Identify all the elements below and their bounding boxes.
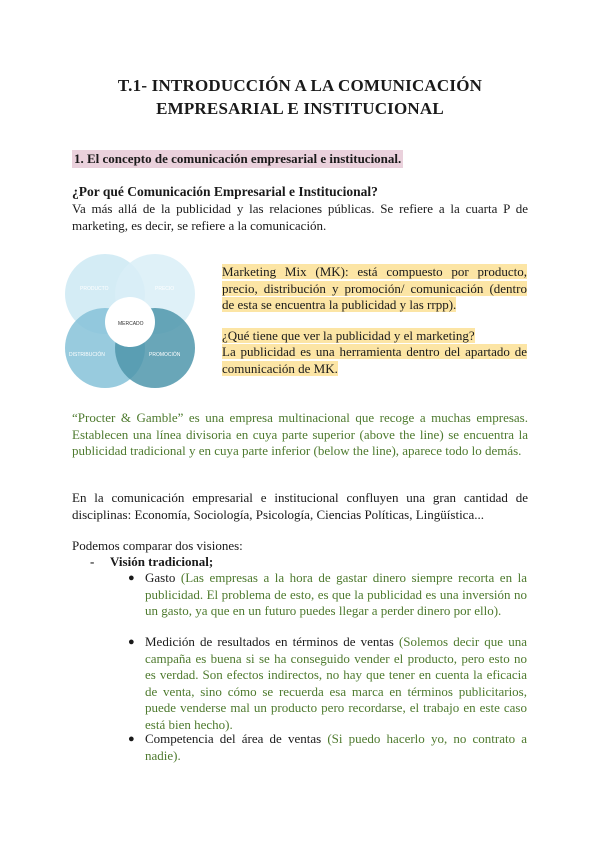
bullet-icon: ● [128, 572, 135, 584]
procter-gamble-paragraph: “Procter & Gamble” es una empresa multinacional que recoge a muchas empresas. Establecen una línea divisoria en cuya parte superior (above the line) se encuentra la publicidad tradicional y en cuya parte inferior (below the line), aparece todo lo demás. [72, 410, 528, 458]
mk-question: ¿Qué tiene que ver la publicidad y el marketing? [222, 327, 475, 343]
venn-label-promotion: PROMOCIÓN [149, 352, 181, 358]
document-title-line-2: EMPRESARIAL E INSTITUCIONAL [156, 99, 444, 118]
venn-label-market: MERCADO [118, 321, 144, 327]
document-title-line-1: T.1- INTRODUCCIÓN A LA COMUNICACIÓN [117, 76, 483, 95]
list-item [128, 731, 527, 764]
list-item-detail: (Solemos decir que una campaña es buena si se ha conseguido vender el producto, pero esto no es verdad. Son efectos indirectos, no hay que tener en cuenta la eficacia de venta, sino cómo se recuerda esa marca en términos publicitarios, puede venderse mal un producto pero recordarse, el trabajo en este caso está bien hecho). [145, 634, 527, 732]
question-answer: Va más allá de la publicidad y las relaciones públicas. Se refiere a la cuarta P de marketing, es decir, se refiere a la comunicación. [72, 201, 528, 233]
bullet-icon: ● [128, 733, 135, 745]
list-item-detail: (Si puedo hacerlo yo, no contrato a nadie). [145, 731, 527, 763]
venn-label-price: PRECIO [155, 286, 175, 292]
list-item-term: Gasto [145, 570, 176, 585]
section-heading: 1. El concepto de comunicación empresarial e institucional. [74, 151, 402, 166]
marketing-mix-venn-diagram [63, 252, 198, 390]
traditional-vision-label: Visión tradicional; [110, 554, 214, 569]
list-item [128, 570, 527, 620]
traditional-vision-item: - Visión tradicional; [90, 554, 214, 569]
list-item-detail: (Las empresas a la hora de gastar dinero siempre recorta en la publicidad. El problema de esto, es que la publicidad es una inversión no un gasto, ya que en un futuro puedes llegar a perder dinero por ello). [145, 570, 527, 618]
mk-answer: La publicidad es una herramienta dentro del apartado de comunicación de MK. [222, 344, 527, 376]
disciplines-paragraph: En la comunicación empresarial e institucional confluyen una gran cantidad de disciplinas: Economía, Sociología, Psicología, Ciencias Políticas, Lingüística... [72, 490, 528, 522]
marketing-mix-notes [222, 264, 527, 377]
mk-definition: Marketing Mix (MK): está compuesto por producto, precio, distribución y promoción/ comunicación (dentro de esta se encuentra la publicidad y las rrpp). [222, 264, 527, 312]
question-heading: ¿Por qué Comunicación Empresarial e Institucional? [72, 184, 378, 199]
venn-label-product: PRODUCTO [80, 286, 109, 292]
list-item-term: Medición de resultados en términos de ventas [145, 634, 394, 649]
list-item [128, 634, 527, 733]
venn-label-distribution: DISTRIBUCIÓN [69, 352, 105, 358]
list-item-term: Competencia del área de ventas [145, 731, 322, 746]
visions-intro: Podemos comparar dos visiones: [72, 538, 243, 553]
bullet-icon: ● [128, 636, 135, 648]
